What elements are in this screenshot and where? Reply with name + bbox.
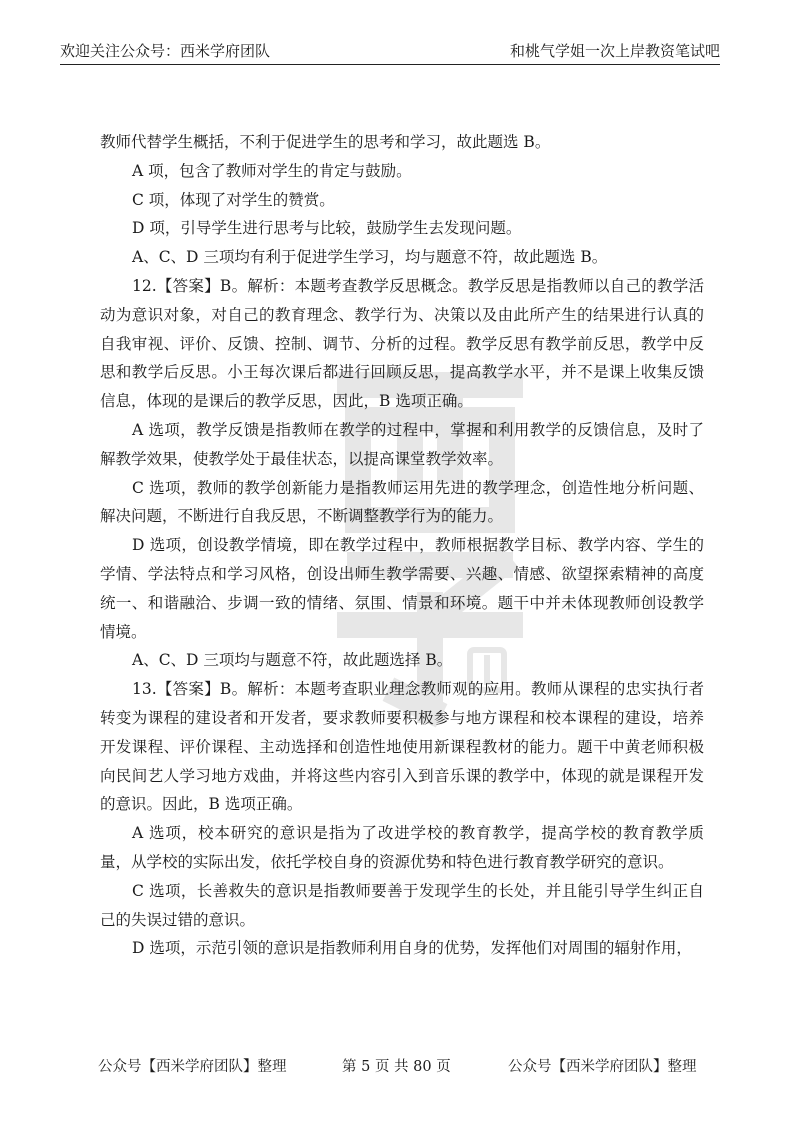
- paragraph: 教师代替学生概括，不利于促进学生的思考和学习，故此题选 B。: [100, 133, 551, 151]
- paragraph: D 选项，创设教学情境，即在教学过程中，教师根据教学目标、教学内容、学生的学情、学法特点和学习风格，创设出师生教学需要、兴趣、情感、欲望探索精神的高度统一、和谐融洽、步调一致的情绪、氛围、情景和环境。题干中并未体现教师创设教学情境。: [100, 536, 704, 641]
- paragraph: 13.【答案】B。解析：本题考查职业理念教师观的应用。教师从课程的忠实执行者转变为课程的建设者和开发者，要求教师要积极参与地方课程和校本课程的建设，培养开发课程、评价课程、主动选择和创造性地使用新课程教材的能力。题干中黄老师积极向民间艺人学习地方戏曲，并将这些内容引入到音乐课的教学中，体现的就是课程开发的意识。因此，B 选项正确。: [100, 680, 704, 814]
- paragraph: A、C、D 三项均有利于促进学生学习，均与题意不符，故此题选 B。: [132, 248, 608, 267]
- paragraph: A 选项，教学反馈是指教师在教学的过程中，掌握和利用教学的反馈信息，及时了解教学效果，使教学处于最佳状态，以提高课堂教学效率。: [100, 420, 704, 468]
- paragraph: D 项，引导学生进行思考与比较，鼓励学生去发现问题。: [132, 219, 522, 238]
- page-footer: [0, 1055, 800, 1077]
- paragraph: D 选项，示范引领的意识是指教师利用自身的优势，发挥他们对周围的辐射作用，: [132, 939, 692, 958]
- paragraph: C 项，体现了对学生的赞赏。: [132, 190, 335, 209]
- header-left-text: 欢迎关注公众号：西米学府团队: [60, 42, 271, 60]
- page-header: [60, 38, 720, 65]
- header-right-text: 和桃气学姐一次上岸教资笔试吧: [509, 42, 720, 60]
- paragraph: 12.【答案】B。解析：本题考查教学反思概念。教学反思是指教师以自己的教学活动为意识对象，对自己的教育理念、教学行为、决策以及由此所产生的结果进行认真的自我审视、评价、反馈、控制、调节、分析的过程。教学反思有教学前反思，教学中反思和教学后反思。小王每次课后都进行回顾反思，提高教学水平，并不是课上收集反馈信息，体现的是课后的教学反思，因此，B 选项正确。: [100, 276, 704, 411]
- footer-left-text: 公众号【西米学府团队】整理: [98, 1059, 287, 1075]
- page-number: 第 5 页 共 80 页: [342, 1059, 451, 1075]
- paragraph: A 选项，校本研究的意识是指为了改进学校的教育教学，提高学校的教育教学质量，从学校的实际出发，依托学校自身的资源优势和特色进行教育教学研究的意识。: [100, 824, 704, 871]
- footer-right-text: 公众号【西米学府团队】整理: [508, 1059, 697, 1075]
- paragraph: A 项，包含了教师对学生的肯定与鼓励。: [132, 161, 412, 180]
- paragraph: C 选项，教师的教学创新能力是指教师运用先进的教学理念，创造性地分析问题、解决问题，不断进行自我反思，不断调整教学行为的能力。: [100, 478, 704, 526]
- paragraph: A、C、D 三项均与题意不符，故此题选择 B。: [132, 651, 453, 670]
- paragraph: C 选项，长善救失的意识是指教师要善于发现学生的长处，并且能引导学生纠正自己的失误过错的意识。: [100, 881, 704, 929]
- document-body: [100, 128, 704, 963]
